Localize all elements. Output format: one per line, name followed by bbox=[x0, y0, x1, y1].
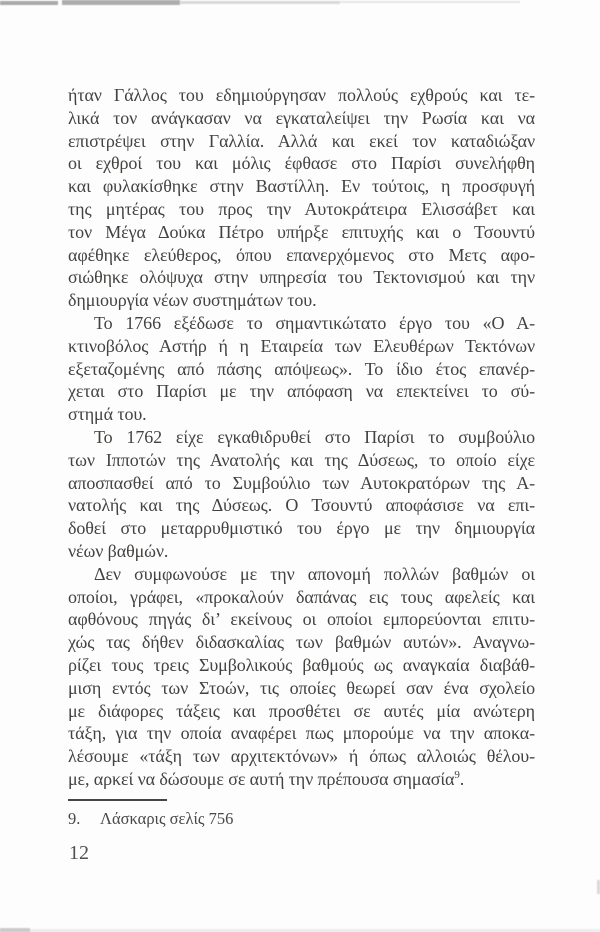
text-line: αποσπασθεί από το Συμβούλιο των Αυτοκρατόρων της Α- bbox=[68, 472, 535, 493]
paragraph-2 bbox=[68, 312, 535, 426]
text-line: ρίζει τους τρεις Συμβολικούς βαθμούς ως αναγκαία διαβάθ- bbox=[68, 654, 535, 675]
scan-artifact-bottom bbox=[0, 928, 30, 932]
text-line: επιστρέψει στην Γαλλία. Αλλά και εκεί τον καταδιώξαν bbox=[68, 130, 535, 151]
text-line: οποίοι, γράφει, «προκαλούν δαπάνας εις τους αφελείς και bbox=[68, 586, 535, 607]
footnote-number: 9. bbox=[68, 809, 81, 828]
scan-artifact-top bbox=[0, 1, 58, 5]
footnote-divider bbox=[68, 799, 167, 801]
footnote bbox=[68, 809, 535, 829]
text-line: των Ιπποτών της Ανατολής και της Δύσεως, το οποίο είχε bbox=[68, 449, 535, 470]
scan-artifact-top bbox=[180, 1, 340, 4]
text-line: Δεν συμφωνούσε με την απονομή πολλών βαθμών οι bbox=[94, 563, 535, 584]
text-line-fragment: με, αρκεί να δώσουμε σε αυτή την πρέπουσα σημασία bbox=[68, 768, 455, 789]
text-line: κτινοβόλος Αστήρ ή η Εταιρεία των Ελευθέρων Τεκτόνων bbox=[68, 335, 535, 356]
text-line: μιση εντός των Στοών, τις οποίες θεωρεί σαν ένα σχολείο bbox=[68, 677, 535, 698]
text-line: ήταν Γάλλος του εδημιούργησαν πολλούς εχθρούς και τε- bbox=[68, 85, 535, 105]
text-line: εξεταζομένης από πάσης απόψεως». Το ίδιο έτος επανέρ- bbox=[68, 358, 535, 379]
text-line: στημά του. bbox=[68, 404, 147, 425]
body-text bbox=[68, 84, 535, 791]
text-line bbox=[68, 768, 535, 791]
text-line: νατολής και της Δύσεως. Ο Τσουντύ αποφάσισε να επι- bbox=[68, 495, 535, 516]
scan-artifact-top bbox=[62, 0, 180, 5]
text-line: αφέθηκε ελεύθερος, όπου επανερχόμενος στο Μετς αφο- bbox=[68, 244, 535, 265]
text-line-fragment: . bbox=[459, 768, 465, 789]
text-line: οι εχθροί του και μόλις έφθασε στο Παρίσι συνελήφθη bbox=[68, 153, 535, 174]
text-line: με διάφορες τάξεις και προσθέτει σε αυτές μία ανώτερη bbox=[68, 700, 535, 721]
text-line: τον Μέγα Δούκα Πέτρο υπήρξε επιτυχής και ο Τσουντύ bbox=[68, 221, 535, 242]
text-line: αφθόνους πηγάς δι’ εκείνους οι οποίοι εμπορεύονται επιτυ- bbox=[68, 609, 535, 630]
text-line: Το 1766 εξέδωσε το σημαντικώτατο έργο του «Ο Α- bbox=[94, 312, 535, 333]
text-line: νέων βαθμών. bbox=[68, 540, 169, 561]
text-line: δοθεί στο μεταρρυθμιστικό του έργο με την δημιουργία bbox=[68, 518, 535, 539]
footnote-text: Λάσκαρις σελίς 756 bbox=[100, 809, 234, 828]
text-line: τάξη, για την οποία αναφέρει πως μπορούμε να την αποκα- bbox=[68, 723, 535, 744]
text-line: Το 1762 είχε εγκαθιδρυθεί στο Παρίσι το συμβούλιο bbox=[94, 426, 535, 447]
paragraph-4 bbox=[68, 563, 535, 791]
text-line: λικά τον ανάγκασαν να εγκαταλείψει την Ρωσία και να bbox=[68, 107, 535, 128]
text-line: της μητέρας του προς την Αυτοκράτειρα Ελισσάβετ και bbox=[68, 198, 535, 219]
scan-artifact-top bbox=[340, 1, 520, 3]
text-line: χώς τας δήθεν διδασκαλίας των βαθμών αυτών». Αναγνω- bbox=[68, 632, 535, 653]
text-line: χεται στο Παρίσι με την απόφαση να επεκτείνει το σύ- bbox=[68, 381, 535, 402]
text-line: λέσουμε «τάξη των αρχιτεκτόνων» ή όπως αλλοιώς θέλου- bbox=[68, 746, 535, 767]
paragraph-1 bbox=[68, 84, 535, 312]
text-line: και φυλακίσθηκε στην Βαστίλλη. Εν τούτοις, η προσφυγή bbox=[68, 176, 535, 197]
text-line: δημιουργία νέων συστημάτων του. bbox=[68, 290, 317, 311]
footnote-reference-9: 9 bbox=[454, 768, 460, 781]
text-line: σιώθηκε ολόψυχα στην υπηρεσία του Τεκτονισμού και την bbox=[68, 267, 535, 288]
paragraph-3 bbox=[68, 426, 535, 563]
page-number: 12 bbox=[69, 842, 89, 864]
